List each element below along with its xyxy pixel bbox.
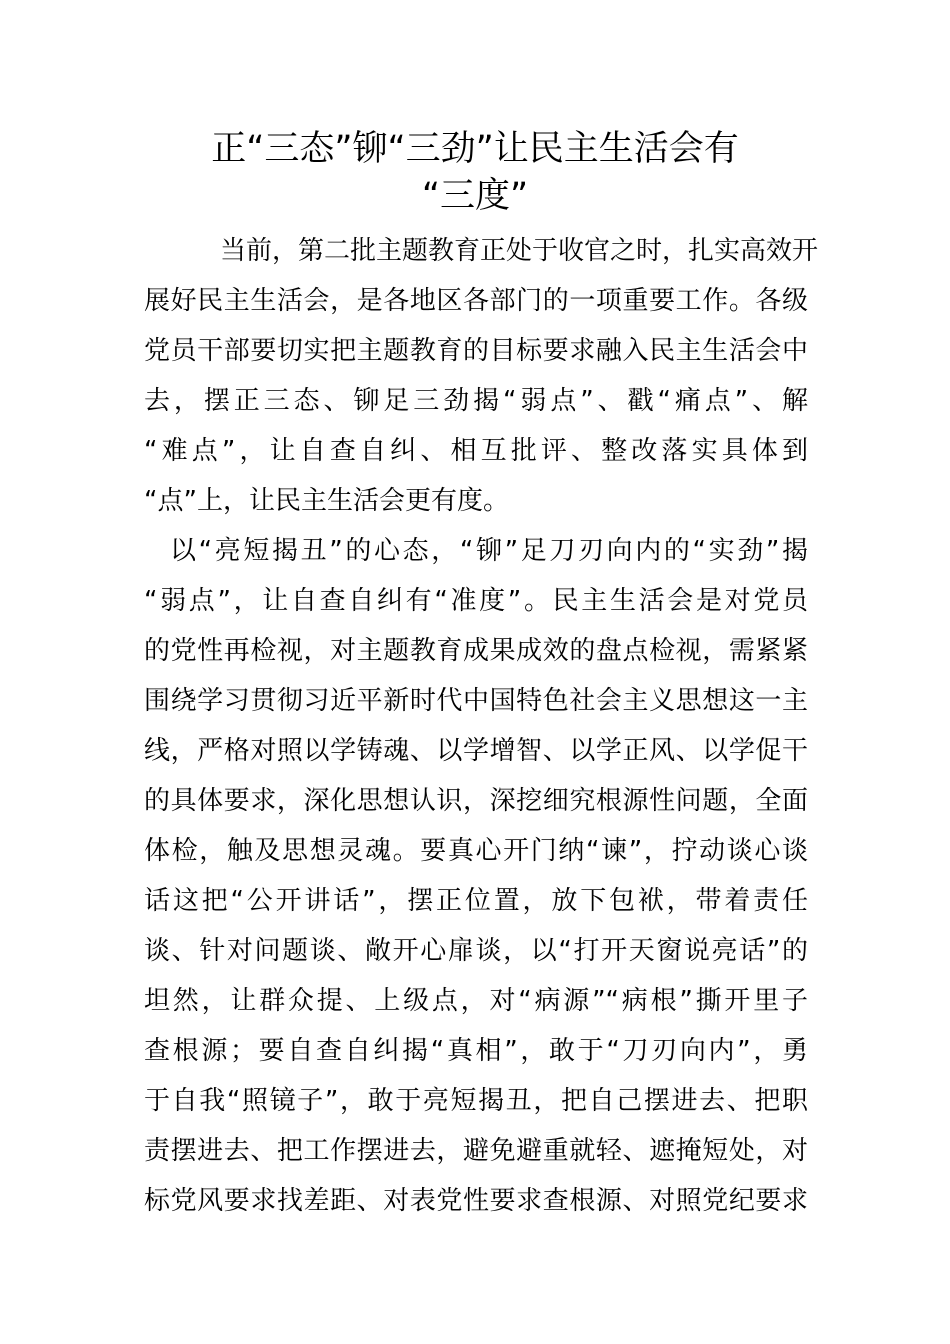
title-line-1: 正“三态”铆“三劲”让民主生活会有 (211, 129, 739, 169)
paragraph-line: 责摆进去、把工作摆进去，避免避重就轻、遮掩短处，对 (144, 1136, 808, 1166)
paragraph-line: 标党风要求找差距、对表党性要求查根源、对照党纪要求 (144, 1186, 808, 1216)
paragraph-line: 于自我“照镜子”，敢于亮短揭丑，把自己摆进去、把职 (144, 1086, 808, 1116)
paragraph-line: 党员干部要切实把主题教育的目标要求融入民主生活会中 (144, 336, 808, 366)
paragraph-line: 展好民主生活会，是各地区各部门的一项重要工作。各级 (144, 286, 808, 316)
paragraph-line: 坦然，让群众提、上级点，对“病源”“病根”撕开里子 (144, 986, 808, 1016)
title-line-2: “三度” (421, 176, 529, 216)
document-title (120, 126, 830, 220)
paragraph-2 (144, 526, 808, 1226)
paragraph-line: 的党性再检视，对主题教育成果成效的盘点检视，需紧紧 (144, 636, 808, 666)
paragraph-line: “难点”，让自查自纠、相互批评、整改落实具体到 (144, 436, 808, 466)
paragraph-line: “弱点”，让自查自纠有“准度”。民主生活会是对党员 (144, 586, 808, 616)
paragraph-1 (144, 226, 819, 526)
document-body (144, 226, 819, 1226)
paragraph-line: 的具体要求，深化思想认识，深挖细究根源性问题，全面 (144, 786, 808, 816)
paragraph-line: 话这把“公开讲话”，摆正位置，放下包袱，带着责任 (144, 886, 808, 916)
paragraph-line: 当前，第二批主题教育正处于收官之时，扎实高效开 (220, 236, 819, 266)
paragraph-line: 体检，触及思想灵魂。要真心开门纳“谏”，拧动谈心谈 (144, 836, 808, 866)
paragraph-line: 以“亮短揭丑”的心态，“铆”足刀刃向内的“实劲”揭 (170, 536, 808, 566)
paragraph-line: 围绕学习贯彻习近平新时代中国特色社会主义思想这一主 (144, 686, 808, 716)
paragraph-line: “点”上，让民主生活会更有度。 (144, 486, 509, 516)
paragraph-line: 线，严格对照以学铸魂、以学增智、以学正风、以学促干 (144, 736, 808, 766)
paragraph-line: 查根源；要自查自纠揭“真相”，敢于“刀刃向内”，勇 (144, 1036, 808, 1066)
paragraph-line: 去，摆正三态、铆足三劲揭“弱点”、戳“痛点”、解 (144, 386, 808, 416)
paragraph-line: 谈、针对问题谈、敞开心扉谈，以“打开天窗说亮话”的 (144, 936, 808, 966)
